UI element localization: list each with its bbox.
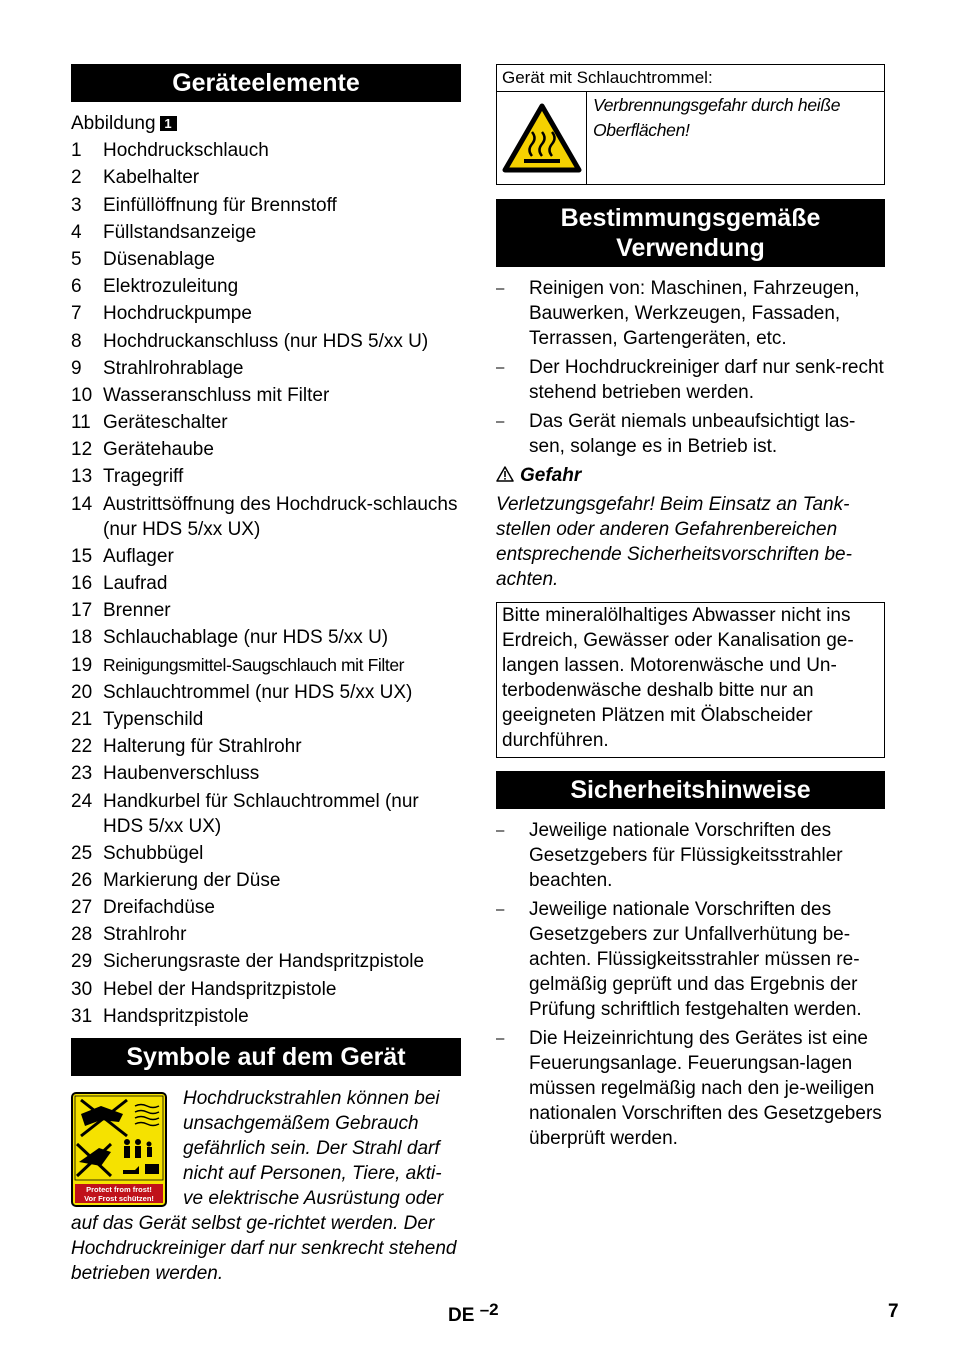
- heading-sicherheitshinweise: Sicherheitshinweise: [496, 771, 885, 809]
- list-item-text: Handspritzpistole: [103, 1005, 249, 1027]
- list-item-number: 24: [71, 790, 93, 812]
- list-item-text: Der Hochdruckreiniger darf nur senk-recht stehend betrieben werden.: [529, 357, 884, 403]
- list-item-number: 23: [71, 763, 93, 785]
- list-item: [71, 410, 461, 435]
- list-item-number: 9: [71, 357, 82, 379]
- right-column: [496, 64, 885, 1155]
- list-item-number: 3: [71, 194, 82, 216]
- list-item-text: Jeweilige nationale Vorschriften des Gesetzgebers für Flüssigkeitsstrahler beachten.: [529, 820, 843, 891]
- list-item-text: Hochdruckanschluss (nur HDS 5/xx U): [103, 330, 429, 352]
- list-item: [71, 274, 461, 299]
- list-item-number: 13: [71, 466, 93, 488]
- safety-list: [496, 818, 885, 1151]
- dash-bullet: –: [496, 901, 505, 918]
- list-item: [71, 492, 461, 542]
- list-item: [71, 383, 461, 408]
- list-item-number: 27: [71, 897, 93, 919]
- stamp-line-2: Vor Frost schützen!: [84, 1193, 154, 1203]
- list-item-number: 12: [71, 439, 93, 461]
- list-item-number: 31: [71, 1005, 93, 1027]
- list-item-text: Sicherungsraste der Handspritzpistole: [103, 951, 425, 973]
- figure-label: Abbildung: [71, 113, 156, 134]
- list-item-number: 20: [71, 681, 93, 703]
- list-item-text: Jeweilige nationale Vorschriften des Gesetzgebers zur Unfallverhütung be-achten. Flüssigkeitsstrahler müssen re-gelmäßig geprüft und das Ergebnis der Prüfung schriftlich festgehalten werden.: [529, 899, 862, 1020]
- list-item: [71, 329, 461, 354]
- list-item-number: 4: [71, 221, 82, 243]
- list-item: [71, 544, 461, 569]
- symbol-warning-text: Hochdruckstrahlen können bei unsachgemäßem Gebrauch gefährlich sein. Der Strahl darf nicht auf Personen, Tiere, akti-ve elektrische Ausrüstung oder auf das Gerät selbst ge-richtet werden. Der Hochdruckreiniger darf nur senkrecht stehend betrieben werden.: [71, 1087, 457, 1284]
- list-item: [496, 818, 885, 893]
- list-item: [71, 761, 461, 786]
- danger-text: Verletzungsgefahr! Beim Einsatz an Tank-stellen oder anderen Gefahrenbereichen entsprechende Sicherheitsvorschriften be-achten.: [496, 494, 852, 590]
- heading-symbole: Symbole auf dem Gerät: [71, 1038, 461, 1076]
- hose-drum-warning-box: [496, 64, 885, 185]
- list-item-text: Hebel der Handspritzpistole: [103, 978, 337, 1000]
- list-item-text: Typenschild: [103, 708, 204, 730]
- list-item-text: Brenner: [103, 600, 171, 622]
- list-item-text: Handkurbel für Schlauchtrommel (nur HDS 5/xx UX): [103, 790, 419, 837]
- list-item-number: 15: [71, 545, 93, 567]
- list-item-number: 5: [71, 248, 82, 270]
- list-item: [71, 653, 461, 678]
- list-item-text: Dreifachdüse: [103, 897, 215, 919]
- footer-dash: –: [479, 1300, 490, 1319]
- list-item-text: Reinigen von: Maschinen, Fahrzeugen, Bauwerken, Werkzeugen, Fassaden, Terrassen, Gartengeräten, etc.: [529, 278, 860, 349]
- dash-bullet: –: [496, 359, 505, 376]
- parts-list: [71, 138, 461, 1029]
- list-item-text: Markierung der Düse: [103, 869, 281, 891]
- list-item-text: Füllstandsanzeige: [103, 221, 257, 243]
- list-item-text: Das Gerät niemals unbeaufsichtigt las-sen, solange es in Betrieb ist.: [529, 411, 856, 457]
- list-item-text: Düsenablage: [103, 248, 215, 270]
- figure-number-badge: 1: [160, 116, 177, 131]
- list-item: [496, 409, 885, 459]
- list-item-text: Haubenverschluss: [103, 763, 260, 785]
- footer-section-page: 2: [489, 1300, 499, 1319]
- list-item-number: 29: [71, 951, 93, 973]
- list-item-text: Kabelhalter: [103, 167, 200, 189]
- list-item-text: Die Heizeinrichtung des Gerätes ist eine Feuerungsanlage. Feuerungsan-lagen müssen regelmäßig nach den je-weiligen nationalen Vorschriften des Gesetzgebers überprüft werden.: [529, 1028, 882, 1149]
- high-pressure-warning-sticker-icon: [71, 1092, 167, 1207]
- list-item-number: 11: [71, 412, 91, 434]
- list-item-text: Halterung für Strahlrohr: [103, 736, 302, 758]
- list-item: [71, 680, 461, 705]
- list-item: [496, 355, 885, 405]
- intended-use-list: [496, 276, 885, 459]
- list-item-text: Hochdruckpumpe: [103, 303, 252, 325]
- list-item: [71, 247, 461, 272]
- list-item: [71, 1004, 461, 1029]
- list-item-text: Reinigungsmittel-Saugschlauch mit Filter: [103, 654, 405, 675]
- list-item-number: 2: [71, 167, 82, 189]
- list-item-text: Gerätehaube: [103, 439, 214, 461]
- list-item-number: 17: [71, 600, 93, 622]
- list-item: [71, 193, 461, 218]
- list-item: [71, 356, 461, 381]
- list-item-number: 30: [71, 978, 93, 1000]
- list-item-text: Strahlrohr: [103, 924, 187, 946]
- list-item: [71, 301, 461, 326]
- list-item-number: 18: [71, 627, 93, 649]
- dash-bullet: –: [496, 1030, 505, 1047]
- list-item-text: Schlauchablage (nur HDS 5/xx U): [103, 627, 389, 649]
- list-item: [71, 841, 461, 866]
- list-item-text: Wasseranschluss mit Filter: [103, 384, 330, 406]
- list-item-number: 14: [71, 493, 93, 515]
- list-item: [71, 977, 461, 1002]
- list-item: [71, 895, 461, 920]
- list-item-text: Strahlrohrablage: [103, 357, 244, 379]
- list-item: [496, 897, 885, 1022]
- list-item: [71, 464, 461, 489]
- figure-reference: [71, 112, 461, 136]
- list-item-text: Tragegriff: [103, 466, 184, 488]
- hot-surface-warning-text: Verbrennungsgefahr durch heiße Oberflächen!: [593, 95, 841, 140]
- list-item-number: 25: [71, 842, 93, 864]
- list-item: [496, 276, 885, 351]
- list-item: [71, 707, 461, 732]
- list-item: [71, 220, 461, 245]
- footer-section-label: [448, 1297, 499, 1328]
- dash-bullet: –: [496, 822, 505, 839]
- list-item-number: 19: [71, 654, 93, 676]
- environment-note-box: Bitte mineralölhaltiges Abwasser nicht ins Erdreich, Gewässer oder Kanalisation ge-langen lassen. Motorenwäsche und Un-terbodenwäsche deshalb bitte nur an geeigneten Plätzen mit Ölabscheider durchführen.: [496, 602, 885, 758]
- danger-title: Gefahr: [520, 465, 582, 486]
- list-item: [71, 868, 461, 893]
- hose-drum-header: Gerät mit Schlauchtrommel:: [497, 65, 884, 92]
- list-item: [71, 598, 461, 623]
- list-item-number: 10: [71, 384, 93, 406]
- list-item: [71, 789, 461, 839]
- list-item-text: Schubbügel: [103, 842, 204, 864]
- list-item: [71, 949, 461, 974]
- list-item: [71, 138, 461, 163]
- symbol-section: [71, 1086, 461, 1286]
- danger-notice: [496, 463, 885, 592]
- list-item-number: 8: [71, 330, 82, 352]
- list-item: [71, 437, 461, 462]
- list-item-number: 1: [71, 140, 82, 162]
- dash-bullet: –: [496, 280, 505, 297]
- list-item: [71, 734, 461, 759]
- footer-lang: DE: [448, 1305, 475, 1326]
- page-number: 7: [888, 1301, 899, 1322]
- list-item-text: Austrittsöffnung des Hochdruck-schlauchs (nur HDS 5/xx UX): [103, 493, 458, 540]
- list-item: [71, 571, 461, 596]
- list-item: [71, 625, 461, 650]
- heading-bestimmungsgemaesse-verwendung: Bestimmungsgemäße Verwendung: [496, 199, 885, 267]
- list-item-text: Auflager: [103, 545, 174, 567]
- list-item-text: Schlauchtrommel (nur HDS 5/xx UX): [103, 681, 413, 703]
- list-item: [71, 165, 461, 190]
- list-item-number: 7: [71, 303, 82, 325]
- left-column: [71, 64, 461, 1286]
- stamp-line-1: Protect from frost!: [86, 1184, 152, 1194]
- list-item-number: 28: [71, 924, 93, 946]
- list-item: [71, 922, 461, 947]
- list-item-text: Geräteschalter: [103, 412, 228, 434]
- list-item-number: 16: [71, 573, 93, 594]
- danger-triangle-icon: [496, 466, 514, 482]
- dash-bullet: –: [496, 413, 505, 430]
- list-item-number: 6: [71, 276, 82, 298]
- list-item: [496, 1026, 885, 1151]
- list-item-number: 21: [71, 708, 93, 730]
- list-item-text: Einfüllöffnung für Brennstoff: [103, 194, 337, 216]
- list-item-number: 22: [71, 736, 93, 758]
- list-item-number: 26: [71, 869, 93, 891]
- list-item-text: Elektrozuleitung: [103, 276, 239, 298]
- heading-geraeteelemente: Geräteelemente: [71, 64, 461, 102]
- list-item-text: Hochdruckschlauch: [103, 140, 269, 162]
- list-item-text: Laufrad: [103, 573, 168, 594]
- hot-surface-warning-icon: [502, 102, 582, 174]
